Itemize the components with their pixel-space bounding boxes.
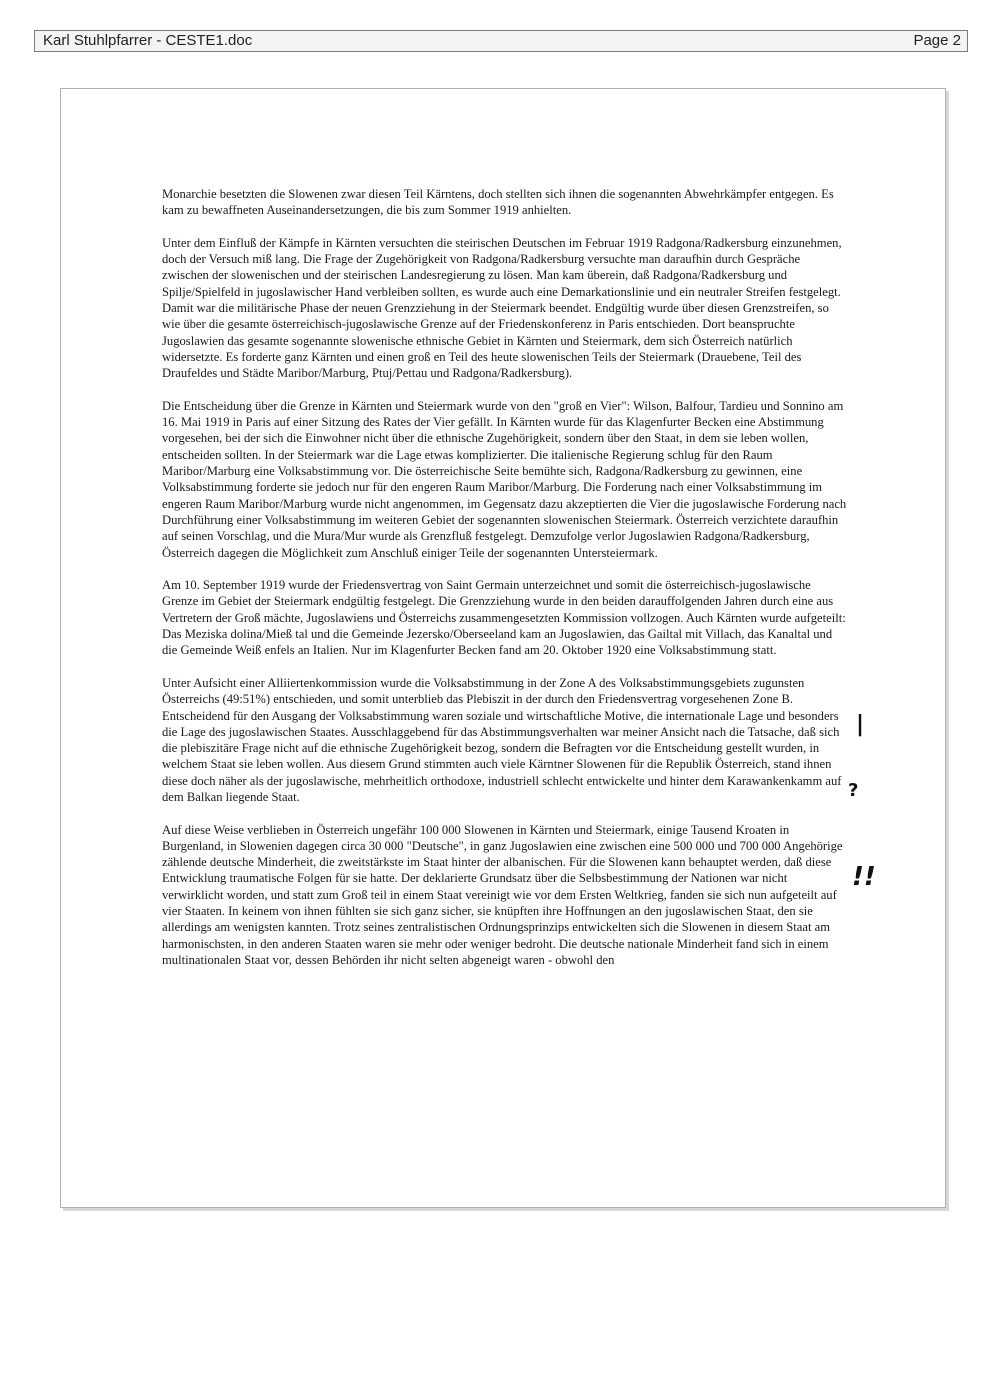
- page-number: Page 2: [913, 32, 961, 49]
- paragraph-1: Monarchie besetzten die Slowenen zwar diesen Teil Kärntens, doch stellten sich ihnen die sogenannten Abwehrkämpfer entgegen. Es kam zu bewaffneten Auseinandersetzungen, die bis zum Sommer 1919 anhielten.: [162, 187, 834, 218]
- margin-note-1: |: [856, 712, 865, 737]
- paragraph-2: Unter dem Einfluß der Kämpfe in Kärnten versuchten die steirischen Deutschen im Februar 1919 Radgona/Radkersburg einzunehmen, doch der Versuch miß lang. Die Frage der Zugehörigkeit von Radgona/Radkersburg versuchte man daraufhin durch Gespräche zwischen der slowenischen und der steirischen Landesregierung zu lösen. Man kam überein, daß Radgona/Radkersburg und Spilje/Spielfeld in jugoslawischer Hand verbleiben sollten, es wurde auch eine Demarkationslinie und ein neutraler Streifen festgelegt. Damit war die militärische Phase der neuen Grenzziehung in der Steiermark beendet. Endgültig wurde über diesen Grenzstreifen, so wie über die gesamte österreichisch-jugoslawische Grenze auf der Friedenskonferenz in Paris entschieden. Dort beanspruchte Jugoslawien das gesamte sogenannte slowenische ethnische Gebiet in Kärnten und Steiermark, dem sich Österreich natürlich widersetzte. Es forderte ganz Kärnten und einen groß en Teil des heute slowenischen Teils der Steiermark (Drauebene, Teil des Draufeldes und Städte Maribor/Marburg, Ptuj/Pettau und Radgona/Radkersburg).: [162, 235, 842, 381]
- margin-note-2: ?: [848, 780, 859, 801]
- paragraph-4: Am 10. September 1919 wurde der Friedensvertrag von Saint Germain unterzeichnet und somit die österreichisch-jugoslawische Grenze im Gebiet der Steiermark endgültig festgelegt. Die Grenzziehung wurde in den beiden darauffolgenden Jahren durch eine aus Vertretern der Groß mächte, Jugoslawiens und Österreichs zusammengesetzten Kommission vollzogen. Auch Kärnten wurde aufgeteilt: Das Meziska dolina/Mieß tal und die Gemeinde Jezersko/Oberseeland kam an Jugoslawien, das Gailtal mit Villach, das Kanaltal und die Gemeinde Weiß enfels an Italien. Nur im Klagenfurter Becken fand am 20. Oktober 1920 eine Volksabstimmung statt.: [162, 578, 846, 658]
- document-header-bar: [34, 30, 968, 52]
- paragraph-6: Auf diese Weise verblieben in Österreich ungefähr 100 000 Slowenen in Kärnten und Steiermark, einige Tausend Kroaten in Burgenland, in Slowenien dagegen circa 30 000 "Deutsche", in ganz Jugoslawien eine zwischen eine 500 000 und 700 000 Angehörige zählende deutsche Minderheit, die zweitstärkste im Staat hinter der albanischen. Für die Slowenen kann behauptet werden, daß diese Entwicklung traumatische Folgen für sie hatte. Der deklarierte Grundsatz über die Selbsbestimmung der Nationen war nicht verwirklicht worden, und statt zum Groß teil in einem Staat vereinigt wie vor dem Ersten Weltkrieg, fanden sie sich nun aufgeteilt auf vier Staaten. In keinem von ihnen fühlten sie sich ganz sicher, sie knüpften ihre Hoffnungen an den jugoslawischen Staat, den sie allerdings am wenigsten kannten. Trotz seines zentralistischen Ordnungsprinzips entwickelten sich die Slowenen in diesem Staat am harmonischsten, in den anderen Staaten waren sie mehr oder weniger bedroht. Die deutsche nationale Minderheit fand sich in einem multinationalen Staat vor, dessen Behörden ihr nicht selten abgeneigt waren - obwohl den: [162, 822, 843, 967]
- paragraph-3: Die Entscheidung über die Grenze in Kärnten und Steiermark wurde von den "groß en Vier": Wilson, Balfour, Tardieu und Sonnino am 16. Mai 1919 in Paris auf einer Sitzung des Rates der Vier gefällt. In Kärnten wurde für das Klagenfurter Becken eine Abstimmung vorgesehen, bei der sich die Einwohner nicht über die ethnische Zugehörigkeit, sondern über den Staat, in dem sie leben wollen, entscheiden sollten. In der Steiermark war die Lage etwas komplizierter. Die italienische Regierung schlug für den Raum Maribor/Marburg eine Volksabstimmung vor. Die österreichische Seite bemühte sich, Radgona/Radkersburg zu gewinnen, eine Volksabstimmung forderte sie jedoch nur für den engeren Raum Maribor/Marburg. Die Forderung nach einer Volksabstimmung im engeren Raum Maribor/Marburg wurde nicht angenommen, im Gegensatz dazu akzeptierten die Vier die jugoslawische Forderung nach Durchführung einer Volksabstimmung im weiteren Gebiet der sogenannten slowenischen Steiermark. Österreich verzichtete daraufhin auf seinen Vorschlag, und die Mura/Mur wurde als Grenzfluß festgelegt. Demzufolge verlor Jugoslawien Radgona/Radkersburg, Österreich dagegen die Möglichkeit zum Anschluß einiger Teile der sogenannten Untersteiermark.: [162, 398, 847, 560]
- paragraph-5: Unter Aufsicht einer Alliiertenkommission wurde die Volksabstimmung in der Zone A des Volksabstimmungsgebiets zugunsten Österreichs (49:51%) entschieden, und somit unterblieb das Plebiszit in der durch den Friedensvertrag vorgesehenen Zone B. Entscheidend für den Ausgang der Volksabstimmung waren soziale und wirtschaftliche Motive, die internationale Lage und besonders die Lage des jugoslawischen Staates. Ausschlaggebend für das Abstimmungsverhalten war meiner Ansicht nach die Tatsache, daß sich die plebiszitäre Frage nicht auf die ethnische Zugehörigkeit bezog, sondern die Befragten vor die Entscheidung gestellt wurden, in welchem Staat sie leben wollen. Aus diesem Grund stimmten auch viele Kärntner Slowenen für die Republik Österreich, stand ihnen diese doch näher als der jugoslawische, mehrheitlich orthodoxe, industriell schlecht entwickelte und hinter dem Karawankenkamm auf dem Balkan liegende Staat.: [162, 675, 842, 804]
- margin-note-3: !!: [852, 862, 876, 892]
- document-title: Karl Stuhlpfarrer - CESTE1.doc: [43, 32, 253, 49]
- document-body: [162, 186, 850, 985]
